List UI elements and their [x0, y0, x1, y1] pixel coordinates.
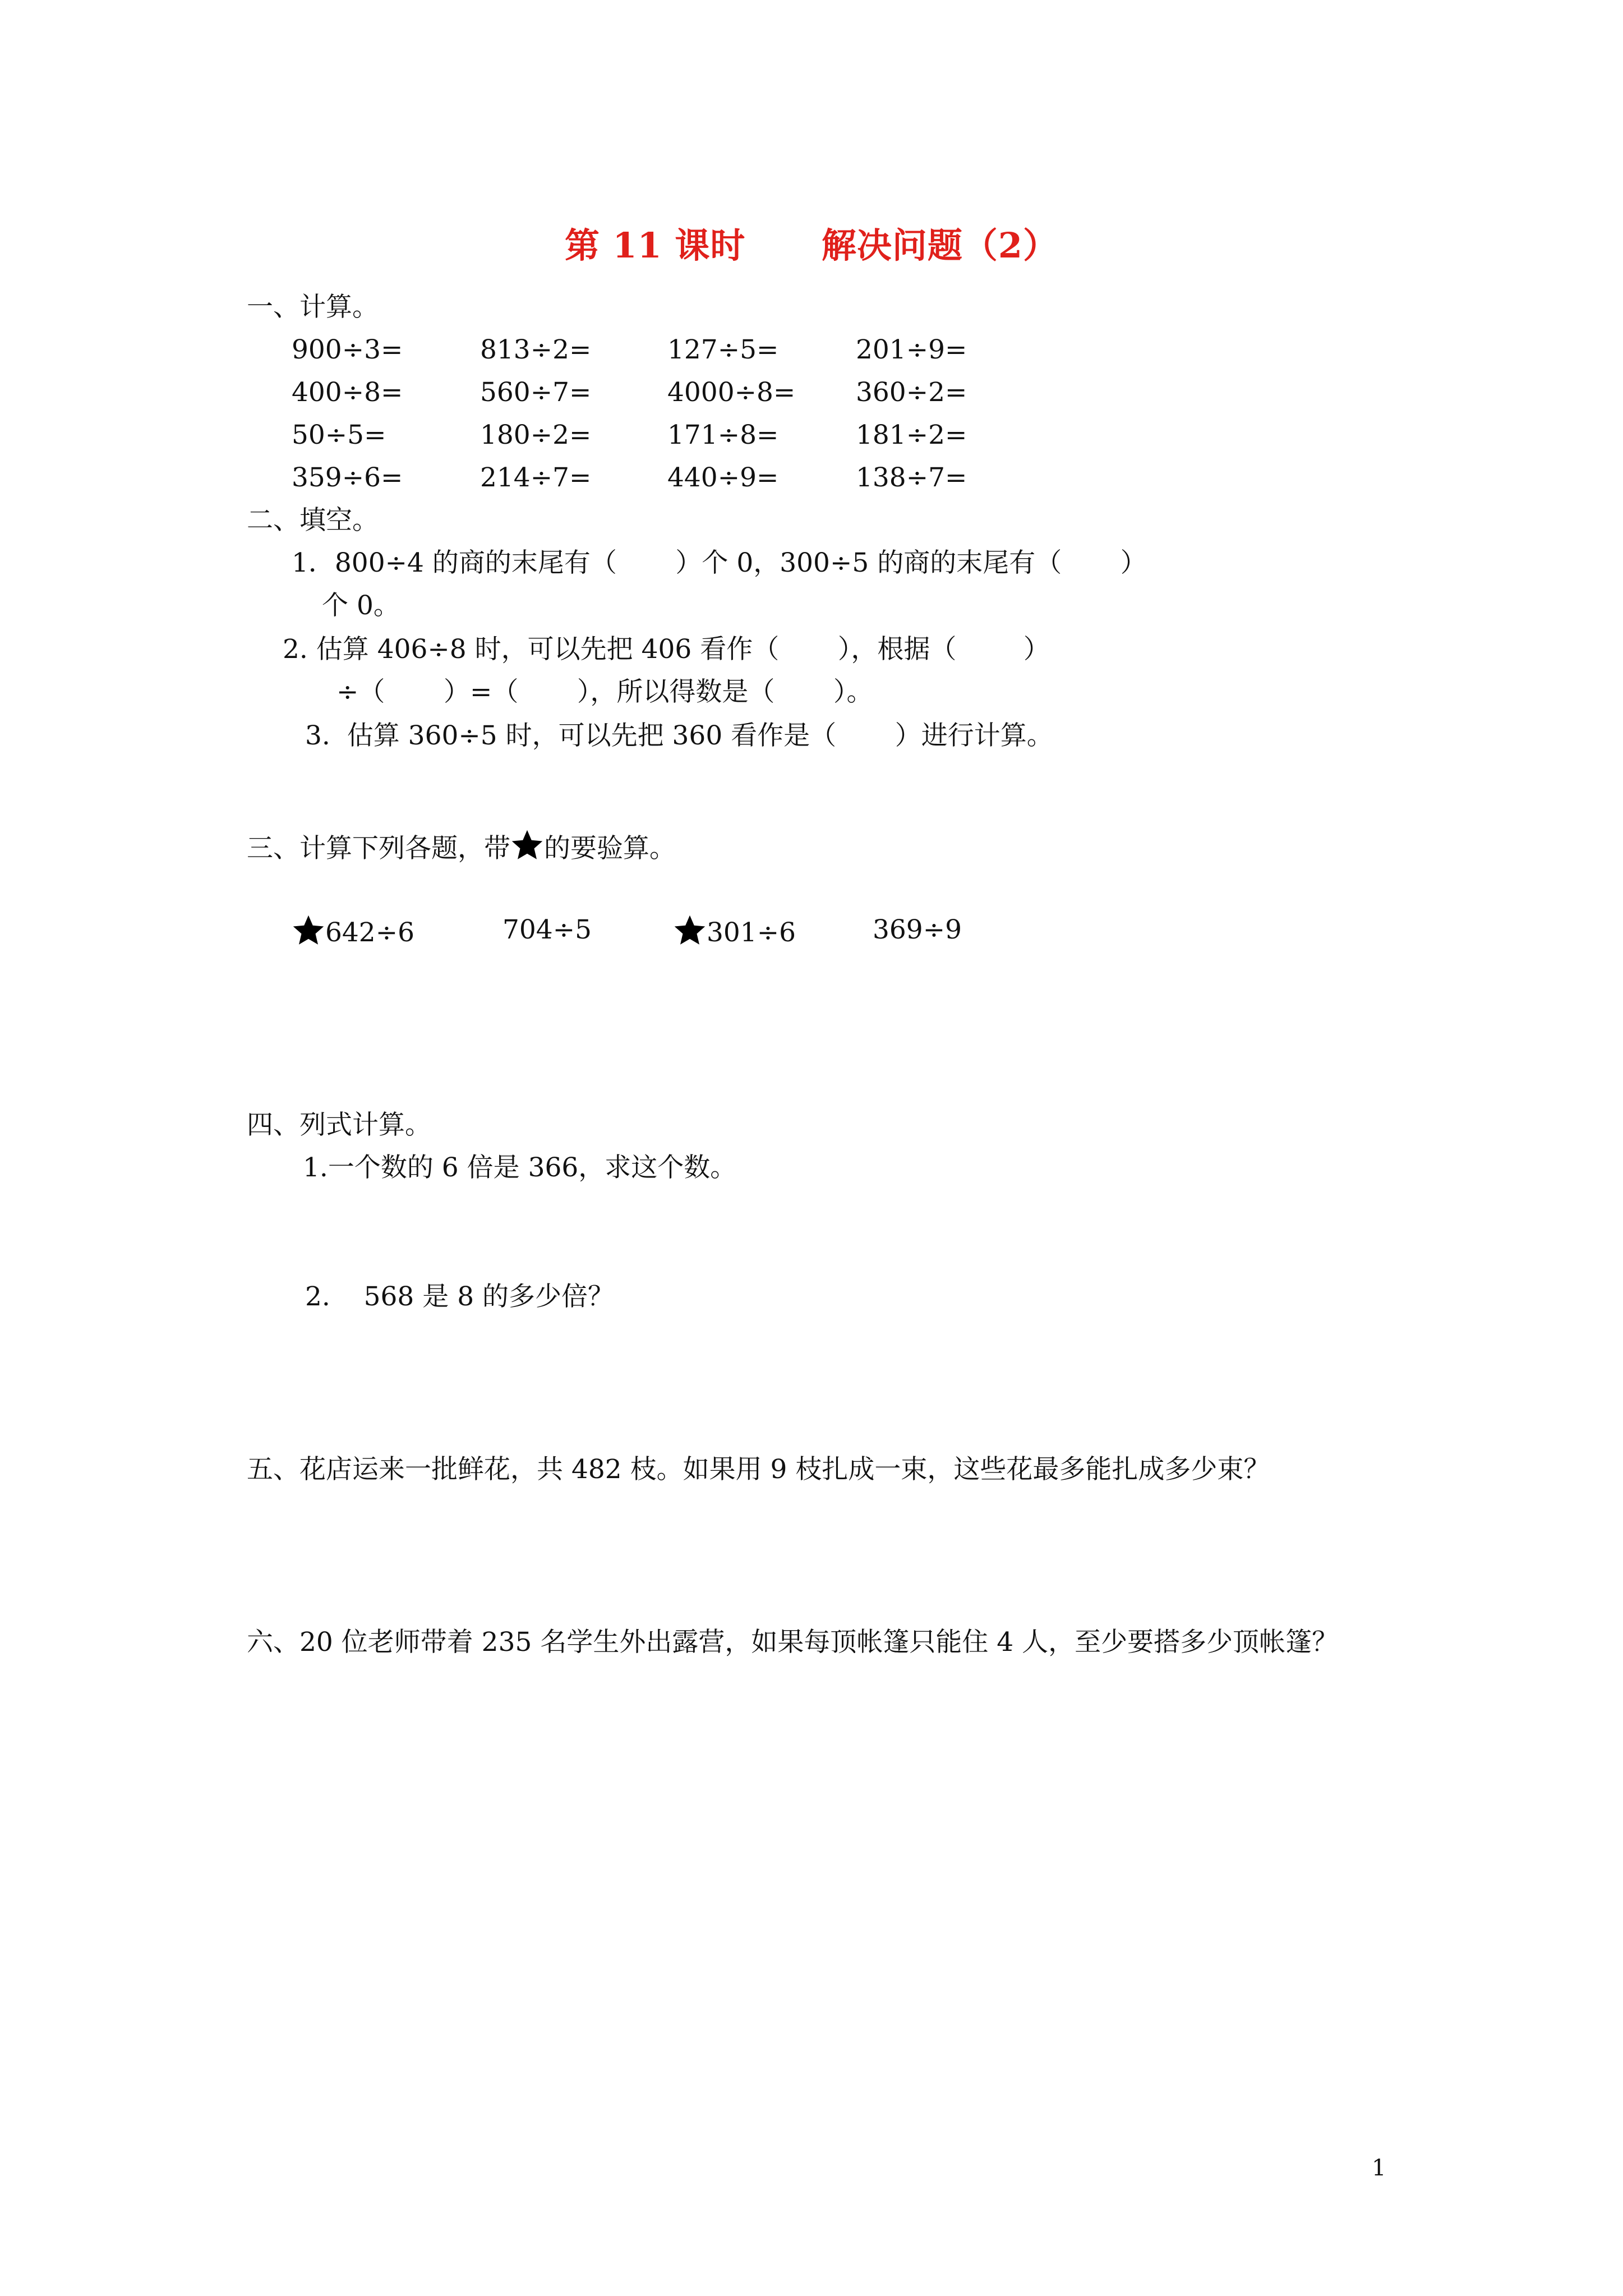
page-title: 第 11 课时 解决问题（2）	[564, 225, 1059, 266]
calc-item: 360÷2=	[856, 377, 967, 408]
verify-problem	[673, 913, 796, 950]
star-icon	[673, 913, 707, 947]
fill-item-1-line2: 个 0。	[322, 590, 400, 621]
section3-heading	[247, 828, 676, 866]
calc-item: 201÷9=	[856, 334, 967, 365]
calc-item: 560÷7=	[480, 377, 592, 408]
calc-item: 138÷7=	[856, 462, 967, 493]
calc-item: 359÷6=	[292, 462, 403, 493]
star-icon	[510, 828, 544, 862]
page-number: 1	[1372, 2155, 1386, 2181]
problem-text: 642÷6	[325, 917, 414, 948]
section3-heading-after: 的要验算。	[544, 833, 676, 864]
fill-item-3: 3. 估算 360÷5 时，可以先把 360 看作是（ ）进行计算。	[305, 720, 1053, 751]
fill-item-2-line2: ÷（ ）=（ ），所以得数是（ ）。	[336, 677, 873, 707]
calc-item: 181÷2=	[856, 420, 967, 450]
calc-item: 900÷3=	[292, 334, 403, 365]
calc-item: 50÷5=	[292, 420, 386, 450]
problem-text: 301÷6	[707, 917, 796, 948]
calc-item: 813÷2=	[480, 334, 592, 365]
fill-item-2-line1: 2. 估算 406÷8 时，可以先把 406 看作（ ），根据（ ）	[283, 634, 1050, 665]
calc-item: 171÷8=	[667, 420, 779, 450]
section2-heading: 二、填空。	[247, 505, 379, 536]
calc-item: 127÷5=	[667, 334, 779, 365]
problem-text: 369÷9	[873, 914, 962, 945]
section3-heading-before: 三、计算下列各题，带	[247, 833, 510, 864]
section1-heading: 一、计算。	[247, 292, 379, 323]
problem-text: 704÷5	[502, 914, 592, 945]
expression-item-1: 1.一个数的 6 倍是 366，求这个数。	[303, 1152, 737, 1183]
calc-item: 400÷8=	[292, 377, 403, 408]
verify-problem	[502, 913, 592, 947]
star-icon	[292, 913, 325, 947]
verify-problem	[873, 913, 962, 947]
verify-problem	[292, 913, 414, 950]
calc-item: 214÷7=	[480, 462, 592, 493]
section4-heading: 四、列式计算。	[247, 1110, 431, 1140]
calc-item: 4000÷8=	[667, 377, 796, 408]
expression-item-2: 2. 568 是 8 的多少倍？	[305, 1281, 615, 1312]
word-problem-5: 五、花店运来一批鲜花，共 482 枝。如果用 9 枝扎成一束，这些花最多能扎成多少束？	[247, 1454, 1270, 1485]
calc-item: 180÷2=	[480, 420, 592, 450]
calc-item: 440÷9=	[667, 462, 779, 493]
fill-item-1-line1: 1．800÷4 的商的末尾有（ ）个 0，300÷5 的商的末尾有（ ）	[292, 547, 1147, 578]
word-problem-6: 六、20 位老师带着 235 名学生外出露营，如果每顶帐篷只能住 4 人，至少要搭多少顶帐篷？	[247, 1627, 1339, 1658]
